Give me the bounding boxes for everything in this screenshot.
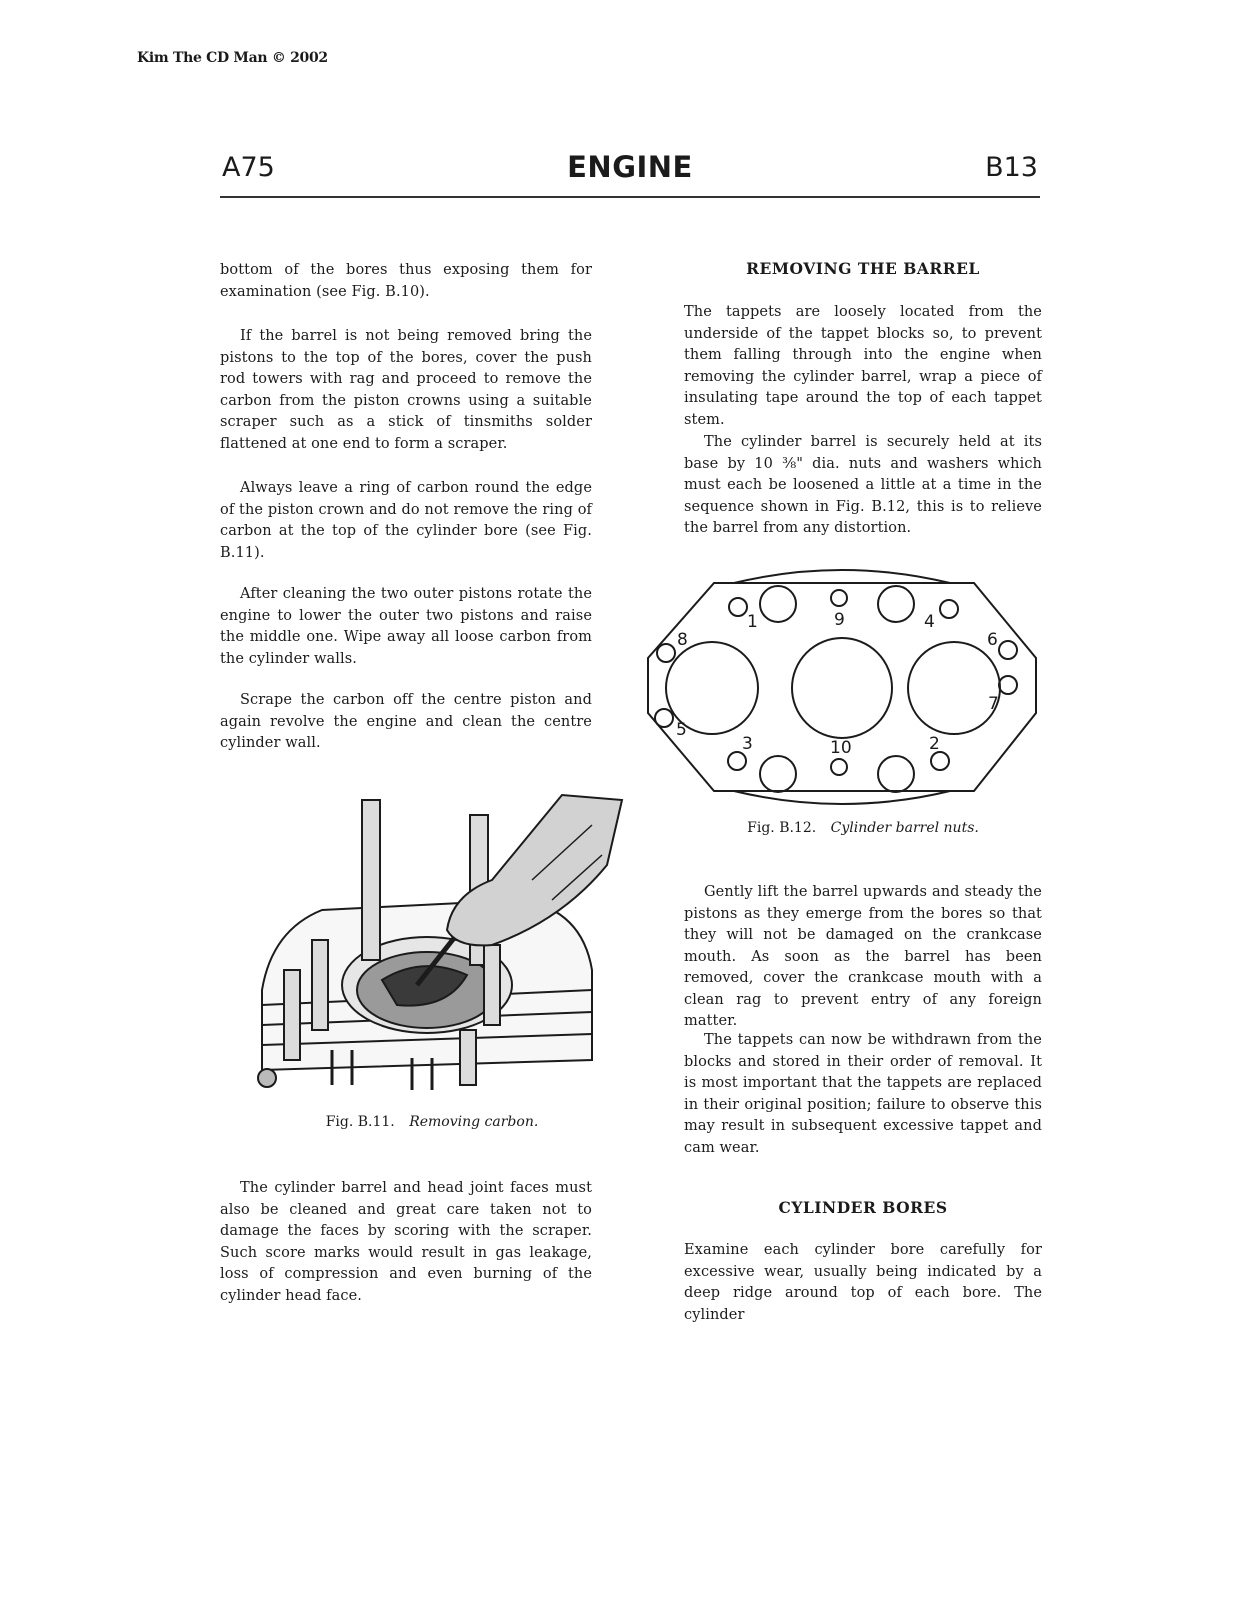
right-paragraph-1: The tappets are loosely located from the underside of the tappet blocks so, to prevent them falling through into the engine when removing the cylinder barrel, wrap a piece of insulating tape around the top of each tappet stem. bbox=[684, 304, 1042, 428]
heading-cylinder-bores: CYLINDER BORES bbox=[778, 1198, 948, 1217]
right-paragraph-5: Examine each cylinder bore carefully for excessive wear, usually being indicated by a deep ridge around top of each bore. The cylinder bbox=[684, 1242, 1042, 1323]
header-rule bbox=[220, 196, 1040, 198]
fig-b11-title: Removing carbon. bbox=[409, 1114, 539, 1130]
nut-1 bbox=[729, 598, 747, 616]
nut-label-3: 3 bbox=[742, 734, 753, 754]
bore-right bbox=[908, 642, 1000, 734]
fig-b11-caption bbox=[232, 1114, 632, 1130]
nut-label-6: 6 bbox=[987, 630, 998, 650]
nut-label-8: 8 bbox=[677, 630, 688, 650]
fig-b12-label: Fig. B.12. bbox=[747, 820, 817, 836]
fig-b12-cylinder-barrel-nuts-diagram bbox=[644, 563, 1040, 809]
heading-removing-the-barrel: REMOVING THE BARREL bbox=[746, 259, 980, 278]
left-paragraph-5: Scrape the carbon off the centre piston and again revolve the engine and clean the centre cylinder wall. bbox=[220, 692, 592, 751]
page-title: ENGINE bbox=[567, 150, 693, 184]
right-paragraph-4: The tappets can now be withdrawn from the blocks and stored in their order of removal. It is most important that the tappets are replaced in their original position; failure to observe this may result in subsequent excessive tappet and cam wear. bbox=[684, 1032, 1042, 1156]
nut-5 bbox=[655, 709, 673, 727]
nut-label-10: 10 bbox=[830, 738, 852, 758]
fig-b11-removing-carbon-illustration bbox=[232, 780, 632, 1100]
header-left-code: A75 bbox=[222, 152, 275, 183]
page-header bbox=[222, 148, 1038, 192]
copyright-notice: Kim The CD Man © 2002 bbox=[137, 50, 328, 66]
left-paragraph-2: If the barrel is not being removed bring the pistons to the top of the bores, cover the push rod towers with rag and proceed to remove the carbon from the piston crowns using a suitable scraper such as a stick of tinsmiths solder flattened at one end to form a scraper. bbox=[220, 328, 592, 452]
fig-b12-title: Cylinder barrel nuts. bbox=[830, 820, 979, 836]
nut-10 bbox=[831, 759, 847, 775]
nut-label-4: 4 bbox=[924, 612, 935, 632]
left-paragraph-3: Always leave a ring of carbon round the edge of the piston crown and do not remove the ring of carbon at the top of the cylinder bore (see Fig. B.11). bbox=[220, 480, 592, 561]
nut-label-2: 2 bbox=[929, 734, 940, 754]
nut-8 bbox=[657, 644, 675, 662]
nut-3 bbox=[728, 752, 746, 770]
bore-centre bbox=[792, 638, 892, 738]
nut-2 bbox=[931, 752, 949, 770]
header-page-number: B13 bbox=[985, 152, 1038, 183]
nut-label-5: 5 bbox=[676, 720, 687, 740]
fig-b12-caption bbox=[684, 820, 1042, 836]
left-paragraph-4: After cleaning the two outer pistons rotate the engine to lower the outer two pistons and raise the middle one. Wipe away all loose carbon from the cylinder walls. bbox=[220, 586, 592, 667]
right-paragraph-2: The cylinder barrel is securely held at its base by 10 ⅜" dia. nuts and washers which must each be loosened a little at a time in the sequence shown in Fig. B.12, this is to relieve the barrel from any distortion. bbox=[684, 434, 1042, 536]
nut-9 bbox=[831, 590, 847, 606]
left-paragraph-6: The cylinder barrel and head joint faces must also be cleaned and great care taken not to damage the faces by scoring with the scraper. Such score marks would result in gas leakage, loss of compression and even burning of the cylinder head face. bbox=[220, 1180, 592, 1304]
nut-7 bbox=[999, 676, 1017, 694]
right-paragraph-3: Gently lift the barrel upwards and steady the pistons as they emerge from the bores so that they will not be damaged on the crankcase mouth. As soon as the barrel has been removed, cover the crankcase mouth with a clean rag to prevent entry of any foreign matter. bbox=[684, 884, 1042, 1029]
nut-label-1: 1 bbox=[747, 612, 758, 632]
left-paragraph-1: bottom of the bores thus exposing them for examination (see Fig. B.10). bbox=[220, 262, 592, 300]
nut-label-7: 7 bbox=[988, 694, 999, 714]
nut-label-9: 9 bbox=[834, 610, 845, 630]
nut-4 bbox=[940, 600, 958, 618]
fig-b11-label: Fig. B.11. bbox=[325, 1114, 395, 1130]
nut-6 bbox=[999, 641, 1017, 659]
